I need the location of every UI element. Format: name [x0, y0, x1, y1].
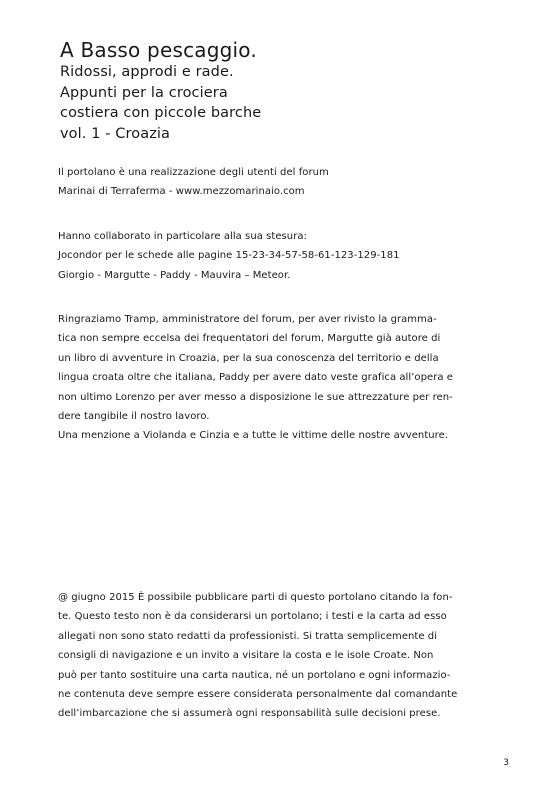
title-block	[60, 38, 500, 144]
subtitle-line: Ridossi, approdi e rade.	[60, 64, 234, 80]
text-line: non ultimo Lorenzo per aver messo a disposizione le sue attrezzature per ren-	[58, 391, 453, 403]
text-line: @ giugno 2015 È possibile pubblicare parti di questo portolano citando la fon-	[58, 592, 453, 603]
text-line: ne contenuta deve sempre essere considerata personalmente dal comandante	[58, 689, 458, 701]
text-line: tica non sempre eccelsa dei frequentatori del forum, Margutte già autore di	[58, 333, 441, 345]
text-line: Giorgio - Margutte - Paddy - Mauvira – Meteor.	[58, 269, 291, 281]
text-line: Il portolano è una realizzazione degli utenti del forum	[58, 167, 329, 178]
text-line: consigli di navigazione e un invito a visitare la costa e le isole Croate. Non	[58, 650, 434, 662]
text-line: Una menzione a Violanda e Cinzia e a tutte le vittime delle nostre avventure.	[58, 430, 449, 442]
text-line: allegati non sono stato redatti da professionisti. Si tratta semplicemente di	[58, 630, 438, 642]
copyright-disclaimer-paragraph	[58, 588, 510, 724]
text-line: Hanno collaborato in particolare alla sua stesura:	[58, 231, 307, 242]
page-number: 3	[503, 758, 509, 768]
text-line: te. Questo testo non è da considerarsi un portolano; i testi e la carta ad esso	[58, 611, 447, 623]
text-line: dere tangibile il nostro lavoro.	[58, 411, 210, 423]
text-line: lingua croata oltre che italiana, Paddy per avere dato veste grafica all’opera e	[58, 372, 453, 384]
text-line: Ringraziamo Tramp, amministratore del forum, per aver rivisto la gramma-	[58, 314, 437, 325]
acknowledgements-paragraph	[58, 310, 510, 446]
subtitle-line: costiera con piccole barche	[60, 105, 262, 121]
collaborators-paragraph	[58, 227, 510, 285]
text-line: può per tanto sostituire una carta nautica, né un portolano e ogni informazio-	[58, 669, 451, 681]
text-line: un libro di avventure in Croazia, per la sua conoscenza del territorio e della	[58, 352, 439, 364]
text-line: dell’imbarcazione che si assumerà ogni responsabilità sulle decisioni prese.	[58, 708, 441, 720]
text-line: Marinai di Terraferma - www.mezzomarinaio.com	[58, 186, 305, 198]
book-title: A Basso pescaggio.	[60, 38, 257, 62]
intro-paragraph	[58, 163, 510, 202]
subtitle-line: vol. 1 - Croazia	[60, 125, 171, 142]
text-line: Jocondor per le schede alle pagine 15-23-34-57-58-61-123-129-181	[58, 250, 400, 262]
subtitle-line: Appunti per la crociera	[60, 84, 228, 101]
